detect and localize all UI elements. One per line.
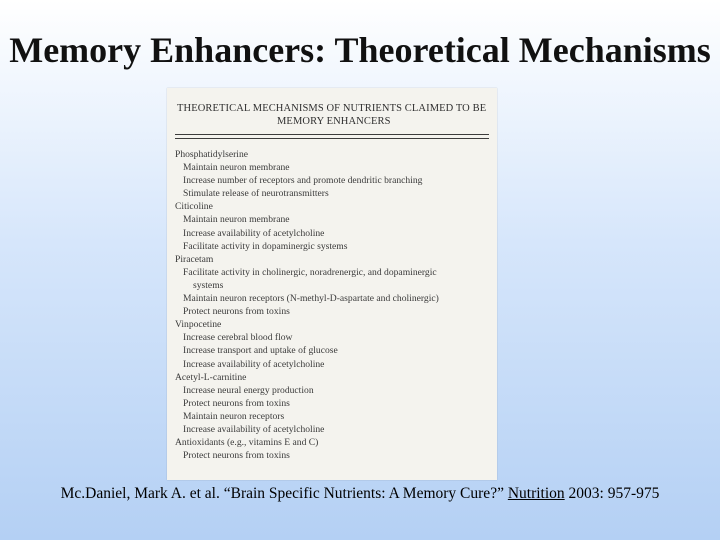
mechanism-item: Maintain neuron receptors (N-methyl-D-aspartate and cholinergic)	[183, 293, 439, 305]
nutrient-category: Piracetam	[175, 253, 214, 265]
mechanism-item: Increase transport and uptake of glucose	[183, 345, 338, 357]
mechanism-item: Maintain neuron membrane	[183, 162, 290, 174]
nutrient-mechanisms-table	[167, 88, 497, 480]
mechanism-item: Increase availability of acetylcholine	[183, 358, 325, 370]
table-top-rule	[175, 134, 489, 135]
citation-journal: Nutrition	[507, 485, 565, 502]
table-header-line-1: THEORETICAL MECHANISMS OF NUTRIENTS CLAIMED TO BE	[177, 103, 487, 114]
citation-text: Mc.Daniel, Mark A. et al. “Brain Specific Nutrients: A Memory Cure?”	[60, 485, 508, 502]
mechanism-item: Increase cerebral blood flow	[183, 332, 293, 344]
nutrient-category: Phosphatidylserine	[175, 149, 249, 160]
mechanism-item: Increase availability of acetylcholine	[183, 423, 325, 435]
mechanism-item: Maintain neuron receptors	[183, 410, 285, 422]
mechanism-item: Protect neurons from toxins	[183, 306, 290, 318]
mechanism-item: Maintain neuron membrane	[183, 214, 290, 226]
table-header	[177, 102, 489, 128]
nutrient-category: Acetyl-L-carnitine	[175, 371, 247, 383]
mechanism-item: Increase number of receptors and promote dendritic branching	[183, 175, 423, 187]
mechanism-item: Increase neural energy production	[183, 384, 314, 396]
mechanism-item: Stimulate release of neurotransmitters	[183, 188, 329, 200]
mechanism-item: Facilitate activity in cholinergic, noradrenergic, and dopaminergic	[183, 266, 437, 278]
nutrient-category: Antioxidants (e.g., vitamins E and C)	[175, 437, 319, 449]
nutrient-category: Citicoline	[175, 201, 213, 213]
mechanism-item: Protect neurons from toxins	[183, 397, 290, 409]
nutrient-category: Vinpocetine	[175, 319, 222, 331]
citation-details: 2003: 957-975	[564, 485, 660, 502]
table-header-line-2: MEMORY ENHANCERS	[277, 116, 391, 127]
slide-title: Memory Enhancers: Theoretical Mechanisms	[9, 30, 711, 70]
mechanism-item: Protect neurons from toxins	[183, 450, 290, 462]
table-entries	[175, 148, 489, 462]
mechanism-item: Increase availability of acetylcholine	[183, 227, 325, 239]
citation	[0, 485, 720, 503]
mechanism-item: Facilitate activity in dopaminergic systems	[183, 240, 348, 252]
table-header-rule	[175, 138, 489, 139]
mechanism-continuation: systems	[193, 279, 224, 291]
